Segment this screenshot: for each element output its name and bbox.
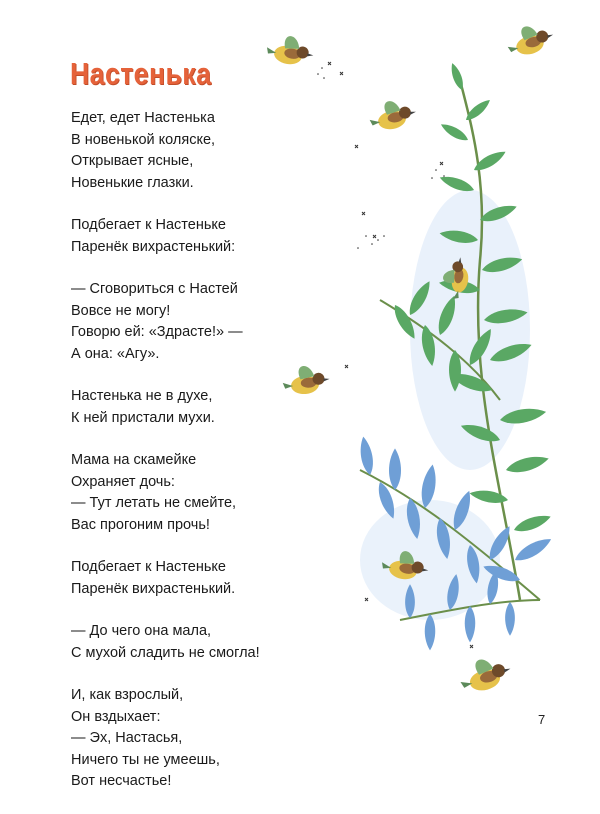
- poem-body: [71, 108, 260, 814]
- poem-line: — Эх, Настасья,: [71, 730, 183, 746]
- bird-icon: [504, 20, 557, 59]
- poem-line: — До чего она мала,: [71, 623, 212, 639]
- poem-line: Открывает ясные,: [71, 153, 194, 169]
- fly-icons: [328, 62, 473, 648]
- stanza-5: [71, 450, 260, 536]
- poem-line: Говорю ей: «Здрасте!» —: [71, 324, 243, 340]
- stanza-1: [71, 108, 260, 194]
- stanza-4: [71, 386, 260, 429]
- poem-line: Новенькие глазки.: [71, 174, 194, 191]
- stanza-6: [71, 557, 260, 600]
- poem-line: Ничего ты не умеешь,: [71, 751, 220, 768]
- poem-line: К ней пристали мухи.: [71, 409, 215, 426]
- poem-line: Едет, едет Настенька: [71, 110, 215, 126]
- poem-line: С мухой сладить не смогла!: [71, 644, 260, 661]
- plant-stem: [460, 80, 520, 600]
- poem-line: Настенька не в духе,: [71, 388, 213, 404]
- poem-line: Вовсе не могу!: [71, 302, 171, 319]
- blue-leaves: [358, 436, 554, 651]
- stanza-2: [71, 215, 260, 258]
- bird-icon: [456, 653, 514, 696]
- green-leaves: [390, 62, 552, 536]
- poem-line: Вас прогоним прочь!: [71, 516, 210, 533]
- sky-wash: [360, 500, 500, 620]
- poem-line: А она: «Агу».: [71, 345, 160, 362]
- page-number: 7: [538, 712, 546, 727]
- plant-stem: [380, 300, 500, 400]
- plant-stem: [360, 470, 540, 600]
- poem-line: — Тут летать не смейте,: [71, 495, 237, 511]
- bird-icon: [440, 255, 472, 301]
- poem-line: Мама на скамейке: [71, 452, 197, 468]
- bird-icon: [265, 32, 316, 68]
- stanza-8: [71, 685, 260, 793]
- poem-line: — Сговориться с Настей: [71, 281, 238, 297]
- poem-title: Настенька: [70, 56, 212, 91]
- poem-line: Вот несчастье!: [71, 773, 172, 789]
- stanza-3: [71, 279, 260, 365]
- poem-line: В новенькой коляске,: [71, 131, 216, 148]
- poem-line: Паренёк вихрастенький.: [71, 580, 236, 597]
- poem-line: Охраняет дочь:: [71, 473, 175, 490]
- poem-line: Подбегает к Настеньке: [71, 217, 226, 233]
- poem-line: Он вздыхает:: [71, 708, 161, 725]
- plant-stem: [400, 600, 540, 620]
- poem-line: Паренёк вихрастенький:: [71, 238, 236, 255]
- stanza-7: [71, 621, 260, 664]
- bird-icon: [281, 364, 330, 396]
- poem-line: Подбегает к Настеньке: [71, 559, 226, 575]
- fly-dots: [317, 67, 445, 249]
- sky-wash: [410, 190, 530, 470]
- poem-line: И, как взрослый,: [71, 687, 184, 703]
- bird-icon: [367, 97, 418, 133]
- bird-icon: [380, 547, 431, 583]
